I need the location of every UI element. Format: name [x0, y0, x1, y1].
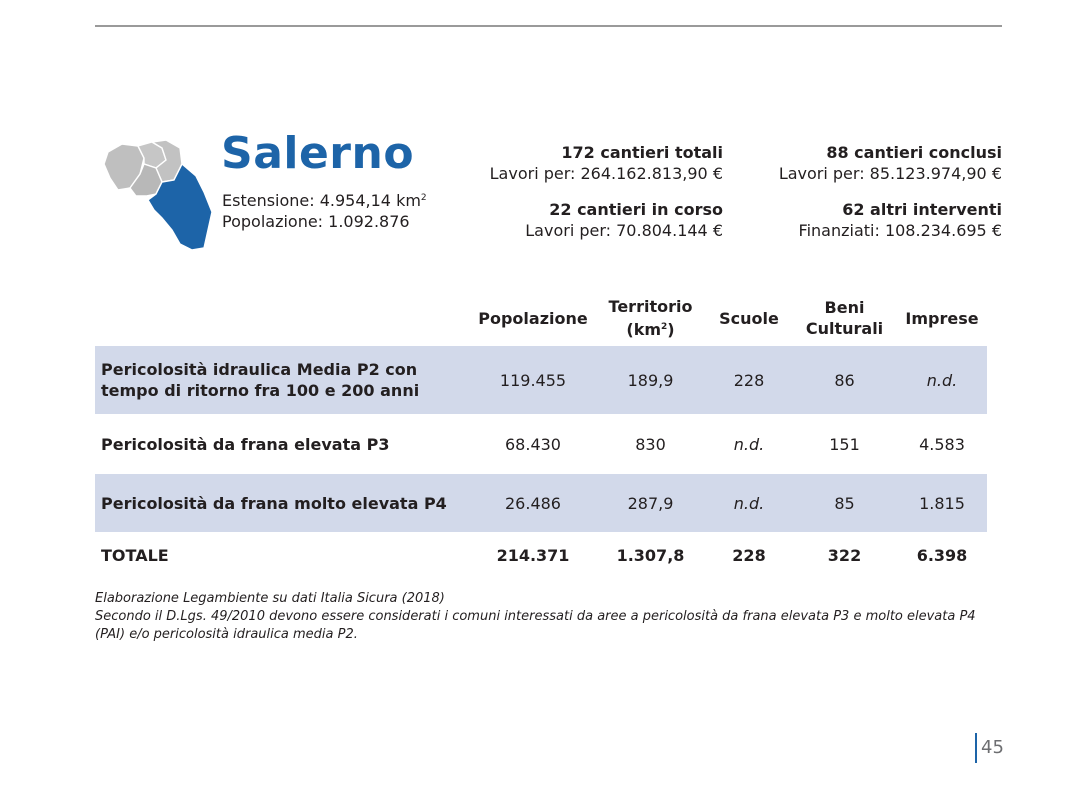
cell-heritage: 86	[792, 346, 897, 414]
kpi-total-works: Lavori per: 264.162.813,90 €	[489, 164, 723, 183]
row-label: Pericolosità da frana molto elevata P4	[95, 474, 471, 532]
header-empty	[95, 290, 471, 346]
footnotes	[95, 590, 995, 644]
header-territory-line1: Territorio	[608, 297, 693, 316]
total-companies: 6.398	[916, 545, 968, 565]
kpi-other	[682, 199, 1002, 241]
cell-territory: 830	[635, 434, 666, 454]
total-heritage: 322	[827, 545, 862, 565]
extension-unit-sup: 2	[420, 193, 427, 203]
header-heritage	[792, 290, 897, 346]
cell-population: 26.486	[471, 474, 595, 532]
kpi-total-sites: 172 cantieri totali	[561, 143, 723, 162]
header-territory	[595, 290, 706, 346]
extension-line	[222, 188, 427, 211]
table-header-row	[95, 290, 987, 346]
header-territory-close: )	[667, 320, 675, 339]
header-territory-sup: 2	[661, 322, 668, 332]
kpi-other-interventions: 62 altri interventi	[842, 200, 1002, 219]
risk-table	[95, 290, 987, 578]
kpi-completed-sites: 88 cantieri conclusi	[826, 143, 1002, 162]
kpi-ongoing	[403, 199, 723, 241]
cell-companies: 1.815	[897, 474, 987, 532]
cell-schools: n.d.	[706, 474, 792, 532]
row-label: Pericolosità da frana elevata P3	[101, 434, 390, 454]
table-row	[95, 414, 987, 474]
header-heritage-line2: Culturali	[805, 319, 884, 338]
header-territory-line2: (km	[626, 320, 662, 339]
cell-population: 68.430	[505, 434, 561, 454]
page-number: 45	[981, 737, 1004, 758]
kpi-completed	[682, 142, 1002, 184]
cell-schools: 228	[706, 346, 792, 414]
cell-schools: n.d.	[733, 434, 765, 454]
province-stats	[222, 188, 427, 232]
header-companies: Imprese	[905, 308, 979, 328]
kpi-total	[403, 142, 723, 184]
kpi-completed-works: Lavori per: 85.123.974,90 €	[778, 164, 1002, 183]
kpi-ongoing-works: Lavori per: 70.804.144 €	[525, 221, 723, 240]
top-rule	[95, 25, 1002, 27]
legal-note: Secondo il D.Lgs. 49/2010 devono essere considerati i comuni interessati da aree a pericolosità da frana elevata P3 e molto elevata P4 (PAI) e/o pericolosità idraulica media P2.	[95, 609, 976, 642]
kpi-ongoing-sites: 22 cantieri in corso	[549, 200, 723, 219]
table-total-row	[95, 532, 987, 578]
table-row	[95, 346, 987, 414]
campania-map-icon	[100, 138, 216, 254]
page-title: Salerno	[221, 128, 415, 179]
cell-companies: n.d.	[897, 346, 987, 414]
cell-heritage: 85	[792, 474, 897, 532]
kpi-other-financed: Finanziati: 108.234.695 €	[798, 221, 1002, 240]
page-number-bar	[975, 733, 977, 763]
header-schools: Scuole	[719, 308, 779, 328]
cell-territory: 287,9	[595, 474, 706, 532]
total-territory: 1.307,8	[616, 545, 685, 565]
header-heritage-line1: Beni	[824, 298, 865, 317]
total-population: 214.371	[496, 545, 570, 565]
cell-heritage: 151	[829, 434, 860, 454]
table-row	[95, 474, 987, 532]
extension-text: Estensione: 4.954,14 km	[222, 191, 421, 210]
source-note: Elaborazione Legambiente su dati Italia Sicura (2018)	[95, 591, 445, 606]
population-line: Popolazione: 1.092.876	[222, 212, 410, 231]
total-label: TOTALE	[101, 545, 169, 565]
total-schools: 228	[732, 545, 766, 565]
row-label: Pericolosità idraulica Media P2 con tempo di ritorno fra 100 e 200 anni	[95, 346, 471, 414]
cell-population: 119.455	[471, 346, 595, 414]
cell-territory: 189,9	[595, 346, 706, 414]
cell-companies: 4.583	[919, 434, 965, 454]
header-population: Popolazione	[478, 308, 588, 328]
